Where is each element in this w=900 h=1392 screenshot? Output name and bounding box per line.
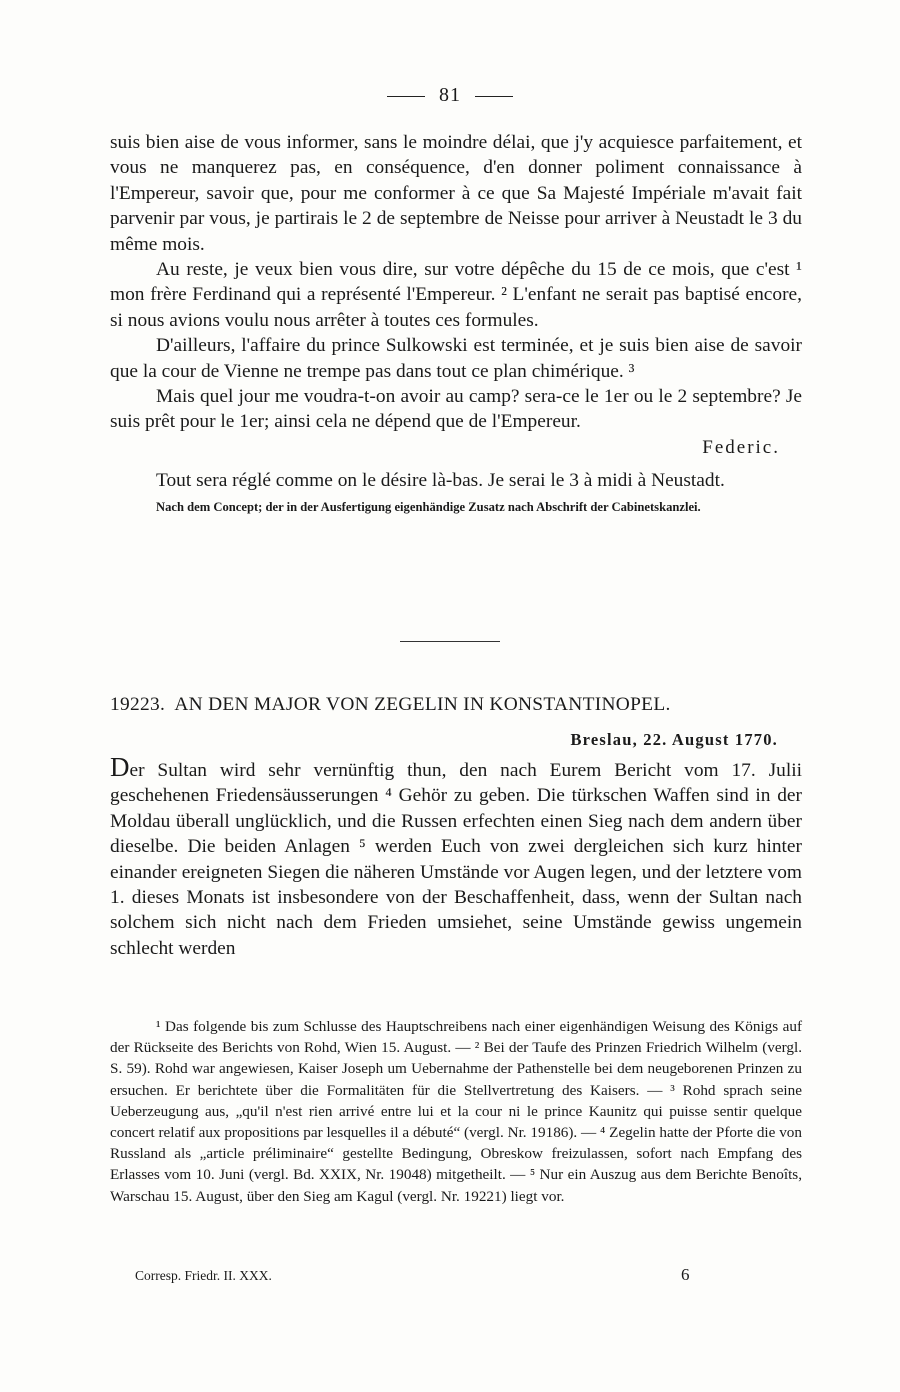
source-note: Nach dem Concept; der in der Ausfertigung eigenhändige Zusatz nach Abschrift der Cabinetskanzlei.: [156, 500, 701, 515]
header-dash-left: [387, 96, 425, 97]
initial-letter: D: [110, 752, 130, 782]
document-number: 19223.: [110, 694, 166, 715]
footnotes: [110, 1016, 802, 1207]
page-header: [0, 84, 900, 107]
letter-paragraph-2: Au reste, je veux bien vous dire, sur votre dépêche du 15 de ce mois, que c'est ¹ mon frère Ferdinand qui a représenté l'Empereur. ² L'enfant ne serait pas baptisé encore, si nous avions voulu nous arrêter à toutes ces formules.: [110, 259, 802, 331]
letter-paragraph-3: D'ailleurs, l'affaire du prince Sulkowski est terminée, et je suis bien aise de savoir que la cour de Vienne ne trempe pas dans tout ce plan chimérique. ³: [110, 335, 802, 382]
letter-paragraph-1: suis bien aise de vous informer, sans le moindre délai, que j'y acquiesce parfaitement, et vous ne manquerez pas, en conséquence, d'en donner poliment connaissance à l'Empereur, savoir que, pour me conformer à ce que Sa Majesté Impériale m'avait fait parvenir par vous, je partirais le 2 de septembre de Neisse pour arriver à Neustadt le 3 du même mois.: [110, 132, 802, 255]
header-dash-right: [475, 96, 513, 97]
document-text: [110, 752, 802, 961]
section-divider: [400, 641, 500, 642]
page-footer: [135, 1265, 695, 1284]
page-number: 81: [439, 84, 461, 106]
footnotes-text: ¹ Das folgende bis zum Schlusse des Hauptschreibens nach einer eigenhändigen Weisung des Königs auf der Rückseite des Berichts von Rohd, Wien 15. August. — ² Bei der Taufe des Prinzen Friedrich Wilhelm (vergl. S. 59). Rohd war angewiesen, Kaiser Joseph um Uebernahme der Pathenstelle bei dem neugeborenen Prinzen zu ersuchen. Er berichtete über die Formalitäten für die Stellvertretung des Kaisers. — ³ Rohd sprach seine Ueberzeugung aus, „qu'il n'est rien arrivé entre lui et la cour ni le prince Kaunitz qui puisse sentir quelque concert relatif aux propositions par lesquelles il a débuté“ (vergl. Nr. 19186). — ⁴ Zegelin hatte der Pforte die von Russland als „article préliminaire“ gestellte Bedingung, Obreskow freizulassen, sofort nach Empfang des Erlasses vom 10. Juni (vergl. Bd. XXIX, Nr. 19048) mitgetheilt. — ⁵ Nur ein Auszug aus dem Berichte Benoîts, Warschau 15. August, über den Sieg am Kagul (vergl. Nr. 19221) liegt vor.: [110, 1018, 802, 1205]
signature-mark: Corresp. Friedr. II. XXX.: [135, 1268, 272, 1283]
document-heading: [110, 694, 802, 716]
document-body-text: er Sultan wird sehr vernünftig thun, den nach Eurem Bericht vom 17. Julii geschehenen Friedensäusserungen ⁴ Gehör zu geben. Die türkschen Waffen sind in der Moldau überall unglücklich, und die Russen erfechten einen Sieg nach dem andern über dieselbe. Die beiden Anlagen ⁵ werden Euch von zwei dergleichen sich kurz hinter einander ereigneten Siegen die näheren Umstände vor Augen legen, und der letztere vom 1. dieses Monats ist insbesondere von der Beschaffenheit, dass, wenn der Sultan nach solchem sich nicht nach dem Frieden umsiehet, seine Umstände gewiss ungemein schlecht werden: [110, 760, 802, 959]
letter-postscript: Tout sera réglé comme on le désire là-bas. Je serai le 3 à midi à Neustadt.: [156, 469, 725, 491]
document-title: AN DEN MAJOR VON ZEGELIN IN KONSTANTINOPEL.: [174, 694, 671, 715]
sheet-number: 6: [681, 1265, 690, 1284]
document-place-date: Breslau, 22. August 1770.: [570, 730, 778, 749]
letter-signature: Federic.: [702, 436, 780, 458]
letter-continuation: [110, 130, 802, 515]
letter-paragraph-4: Mais quel jour me voudra-t-on avoir au camp? sera-ce le 1er ou le 2 septembre? Je suis prêt pour le 1er; ainsi cela ne dépend que de l'Empereur.: [110, 386, 802, 433]
document-body: [110, 752, 802, 961]
